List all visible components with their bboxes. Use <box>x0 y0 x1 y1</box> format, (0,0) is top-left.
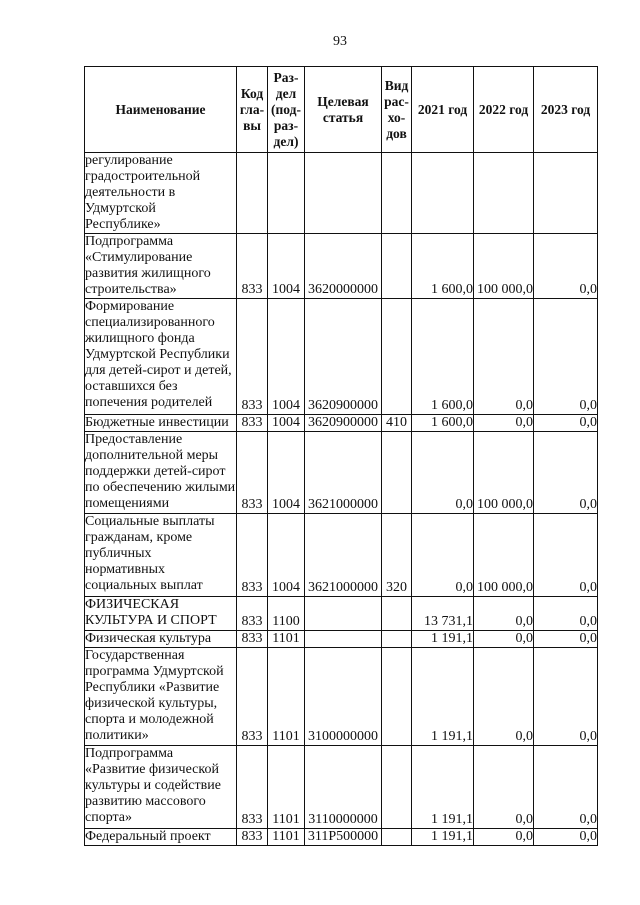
header-target-article: Целевая статья <box>305 67 382 153</box>
section-code: 1101 <box>268 631 305 648</box>
row-name: Социальные выплаты гражданам, кроме публичных нормативных социальных выплат <box>85 514 237 597</box>
expense-type <box>382 153 412 234</box>
amount-2023: 0,0 <box>534 597 598 631</box>
amount-2022: 0,0 <box>474 631 534 648</box>
amount-2021: 1 191,1 <box>412 631 474 648</box>
amount-2022: 0,0 <box>474 829 534 846</box>
section-code: 1101 <box>268 648 305 746</box>
table-row <box>85 631 598 648</box>
chapter-code: 833 <box>237 234 268 299</box>
table-row <box>85 829 598 846</box>
target-article: 311P500000 <box>305 829 382 846</box>
target-article: 3110000000 <box>305 746 382 829</box>
amount-2021: 1 191,1 <box>412 829 474 846</box>
amount-2021: 1 600,0 <box>412 415 474 432</box>
target-article <box>305 631 382 648</box>
amount-2021: 1 191,1 <box>412 746 474 829</box>
target-article <box>305 153 382 234</box>
page-number: 93 <box>333 34 347 49</box>
chapter-code: 833 <box>237 829 268 846</box>
amount-2023: 0,0 <box>534 234 598 299</box>
amount-2023: 0,0 <box>534 299 598 415</box>
row-name: регулирование градостроительной деятельности в Удмуртской Республике» <box>85 153 237 234</box>
amount-2021: 1 600,0 <box>412 234 474 299</box>
target-article <box>305 597 382 631</box>
chapter-code: 833 <box>237 299 268 415</box>
expense-type <box>382 631 412 648</box>
budget-table <box>84 66 598 846</box>
row-name: ФИЗИЧЕСКАЯ КУЛЬТУРА И СПОРТ <box>85 597 237 631</box>
section-code: 1004 <box>268 432 305 514</box>
row-name: Подпрограмма «Стимулирование развития жилищного строительства» <box>85 234 237 299</box>
expense-type <box>382 648 412 746</box>
row-name: Федеральный проект <box>85 829 237 846</box>
table-row <box>85 432 598 514</box>
chapter-code: 833 <box>237 631 268 648</box>
table-row <box>85 648 598 746</box>
header-year-2023: 2023 год <box>534 67 598 153</box>
target-article: 3100000000 <box>305 648 382 746</box>
chapter-code: 833 <box>237 597 268 631</box>
row-name: Предоставление дополнительной меры поддержки детей-сирот по обеспечению жилыми помещениями <box>85 432 237 514</box>
header-name: Наименование <box>85 67 237 153</box>
expense-type <box>382 432 412 514</box>
amount-2023: 0,0 <box>534 514 598 597</box>
section-code: 1004 <box>268 234 305 299</box>
chapter-code: 833 <box>237 746 268 829</box>
amount-2021: 0,0 <box>412 432 474 514</box>
chapter-code <box>237 153 268 234</box>
target-article: 3621000000 <box>305 514 382 597</box>
table-row <box>85 415 598 432</box>
amount-2021: 13 731,1 <box>412 597 474 631</box>
amount-2022 <box>474 153 534 234</box>
table-row <box>85 597 598 631</box>
amount-2021 <box>412 153 474 234</box>
table-row <box>85 153 598 234</box>
section-code: 1101 <box>268 746 305 829</box>
header-expense-type: Вид рас- хо- дов <box>382 67 412 153</box>
amount-2023: 0,0 <box>534 829 598 846</box>
header-year-2022: 2022 год <box>474 67 534 153</box>
amount-2022: 100 000,0 <box>474 432 534 514</box>
expense-type <box>382 234 412 299</box>
table-row <box>85 514 598 597</box>
chapter-code: 833 <box>237 648 268 746</box>
target-article: 3620900000 <box>305 415 382 432</box>
header-chapter-code: Код гла- вы <box>237 67 268 153</box>
amount-2022: 100 000,0 <box>474 234 534 299</box>
expense-type: 320 <box>382 514 412 597</box>
section-code: 1004 <box>268 299 305 415</box>
row-name: Формирование специализированного жилищного фонда Удмуртской Республики для детей-сирот и детей, оставшихся без попечения родителей <box>85 299 237 415</box>
row-name: Физическая культура <box>85 631 237 648</box>
chapter-code: 833 <box>237 415 268 432</box>
section-code: 1004 <box>268 415 305 432</box>
expense-type <box>382 597 412 631</box>
table-row <box>85 299 598 415</box>
amount-2021: 0,0 <box>412 514 474 597</box>
section-code: 1004 <box>268 514 305 597</box>
amount-2023: 0,0 <box>534 631 598 648</box>
amount-2023 <box>534 153 598 234</box>
amount-2023: 0,0 <box>534 415 598 432</box>
amount-2021: 1 600,0 <box>412 299 474 415</box>
amount-2022: 0,0 <box>474 648 534 746</box>
amount-2022: 100 000,0 <box>474 514 534 597</box>
amount-2021: 1 191,1 <box>412 648 474 746</box>
amount-2022: 0,0 <box>474 415 534 432</box>
row-name: Государственная программа Удмуртской Республики «Развитие физической культуры, спорта и молодежной политики» <box>85 648 237 746</box>
target-article: 3621000000 <box>305 432 382 514</box>
row-name: Бюджетные инвестиции <box>85 415 237 432</box>
section-code: 1101 <box>268 829 305 846</box>
target-article: 3620900000 <box>305 299 382 415</box>
header-year-2021: 2021 год <box>412 67 474 153</box>
target-article: 3620000000 <box>305 234 382 299</box>
expense-type: 410 <box>382 415 412 432</box>
amount-2022: 0,0 <box>474 746 534 829</box>
section-code <box>268 153 305 234</box>
expense-type <box>382 746 412 829</box>
row-name: Подпрограмма «Развитие физической культуры и содействие развитию массового спорта» <box>85 746 237 829</box>
expense-type <box>382 829 412 846</box>
amount-2022: 0,0 <box>474 299 534 415</box>
chapter-code: 833 <box>237 514 268 597</box>
header-section-code: Раз- дел (под- раз- дел) <box>268 67 305 153</box>
amount-2023: 0,0 <box>534 432 598 514</box>
chapter-code: 833 <box>237 432 268 514</box>
amount-2023: 0,0 <box>534 746 598 829</box>
amount-2023: 0,0 <box>534 648 598 746</box>
header-row <box>85 67 598 153</box>
table-row <box>85 234 598 299</box>
table-row <box>85 746 598 829</box>
expense-type <box>382 299 412 415</box>
section-code: 1100 <box>268 597 305 631</box>
amount-2022: 0,0 <box>474 597 534 631</box>
